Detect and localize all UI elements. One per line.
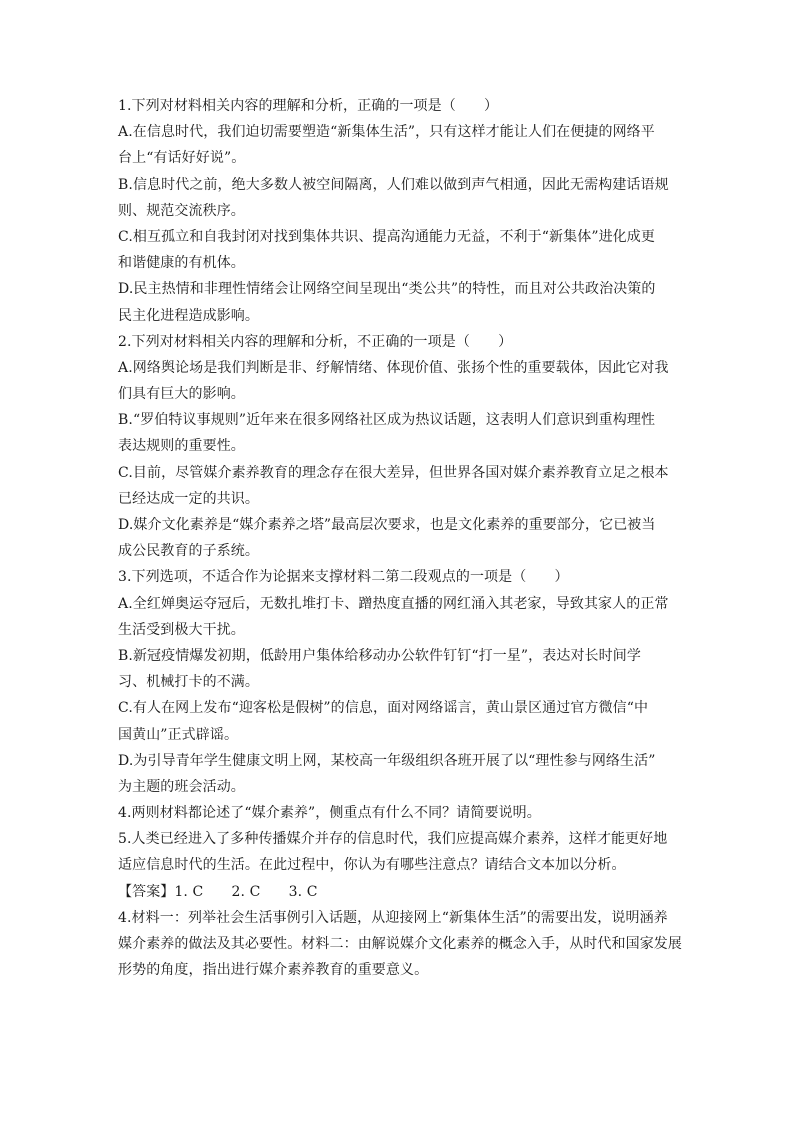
q1-option-d-cont: 民主化进程造成影响。 [118,307,259,324]
q2-option-a-cont: 们具有巨大的影响。 [118,386,245,403]
q1-option-b-cont: 则、规范交流秩序。 [118,202,245,219]
q2-option-d: D.媒介文化素养是“媒介素养之塔”最高层次要求，也是文化素养的重要部分，它已被当 [118,517,656,533]
q5-stem-cont: 适应信息时代的生活。在此过程中，你认为有哪些注意点？请结合文本加以分析。 [118,857,626,874]
q1-stem: 1.下列对材料相关内容的理解和分析，正确的一项是（ ） [118,98,499,114]
q1-option-a: A.在信息时代，我们迫切需要塑造“新集体生活”，只有这样才能让人们在便捷的网络平 [118,124,655,141]
q2-option-c: C.目前，尽管媒介素养教育的理念存在很大差异，但世界各国对媒介素养教育立足之根本 [118,464,669,481]
q2-option-a: A.网络舆论场是我们判断是非、纾解情绪、体现价值、张扬个性的重要载体，因此它对我 [118,359,669,376]
q4-answer-cont: 媒介素养的做法及其必要性。材料二：由解说媒介文化素养的概念入手，从时代和国家发展 [118,936,682,952]
q3-option-d: D.为引导青年学生健康文明上网，某校高一年级组织各班开展了以“理性参与网络生活” [118,752,656,769]
q2-option-c-cont: 已经达成一定的共识。 [118,490,259,507]
q2-option-b: B.“罗伯特议事规则”近年来在很多网络社区成为热议话题，这表明人们意识到重构理性 [118,412,656,429]
q2-stem: 2.下列对材料相关内容的理解和分析，不正确的一项是（ ） [118,333,513,350]
q3-option-a: A.全红婵奥运夺冠后，无数扎堆打卡、蹭热度直播的网红涌入其老家，导致其家人的正常 [118,595,669,612]
q3-option-b: B.新冠疫情爆发初期，低龄用户集体给移动办公软件钉钉“打一星”，表达对长时间学 [118,647,641,664]
q2-option-b-cont: 表达规则的重要性。 [118,438,245,455]
q3-option-c-cont: 国黄山”正式辟谣。 [118,726,239,743]
answer-key: 【答案】1. C 2. C 3. C [118,883,318,900]
q4-stem: 4.两则材料都论述了“媒介素养”，侧重点有什么不同？请简要说明。 [118,805,541,822]
q1-option-b: B.信息时代之前，绝大多数人被空间隔离，人们难以做到声气相通，因此无需构建话语规 [118,176,669,193]
q3-option-b-cont: 习、机械打卡的不满。 [118,674,259,691]
q1-option-c-cont: 和谐健康的有机体。 [118,255,245,272]
q1-option-c: C.相互孤立和自我封闭对找到集体共识、提高沟通能力无益，不利于“新集体”进化成更 [118,228,655,245]
q3-option-a-cont: 生活受到极大干扰。 [118,621,245,638]
q4-answer: 4.材料一：列举社会生活事例引入话题，从迎接网上“新集体生活”的需要出发，说明涵养 [118,909,668,926]
q5-stem: 5.人类已经进入了多种传播媒介并存的信息时代，我们应提高媒介素养，这样才能更好地 [118,831,668,848]
q3-stem: 3.下列选项，不适合作为论据来支撑材料二第二段观点的一项是（ ） [118,569,569,586]
q3-option-d-cont: 为主题的班会活动。 [118,778,245,795]
q1-option-a-cont: 台上“有话好好说”。 [118,150,246,167]
document-body [118,93,682,983]
q2-option-d-cont: 成公民教育的子系统。 [118,543,259,560]
q3-option-c: C.有人在网上发布“迎客松是假树”的信息，面对网络谣言，黄山景区通过官方微信“中 [118,700,649,717]
q4-answer-cont-2: 形势的角度，指出进行媒介素养教育的重要意义。 [118,962,429,979]
q1-option-d: D.民主热情和非理性情绪会让网络空间呈现出“类公共”的特性，而且对公共政治决策的 [118,281,656,298]
